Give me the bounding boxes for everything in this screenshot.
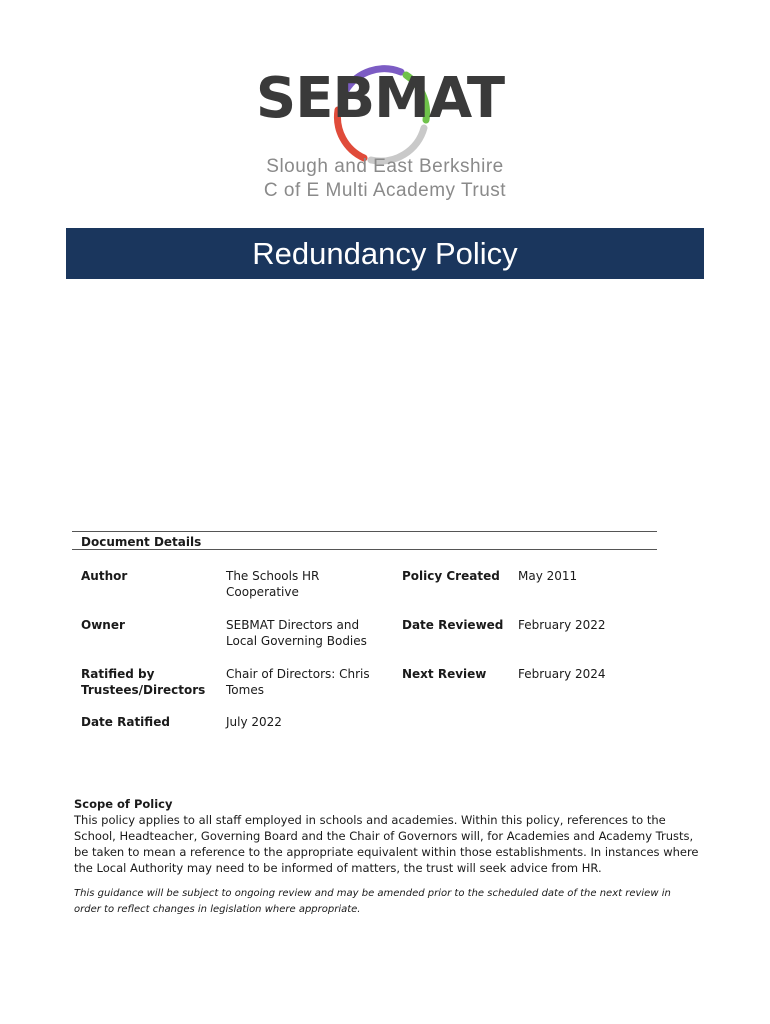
row-value: Chair of Directors: Chris Tomes	[226, 667, 370, 697]
row-label: Ratified by Trustees/Directors	[81, 667, 206, 697]
row-value-2: February 2024	[518, 667, 606, 681]
row-value-2: May 2011	[518, 569, 578, 583]
logo-wordmark: SEBMAT	[255, 66, 505, 131]
logo	[0, 0, 770, 210]
scope-review-note: This guidance will be subject to ongoing review and may be amended prior to the scheduled date of the next review in order to reflect changes in legislation where appropriate.	[74, 888, 671, 915]
logo-subtitle-line1: Slough and East Berkshire	[266, 156, 504, 177]
scope-body-text: This policy applies to all staff employed in schools and academies. Within this policy, references to the School, Headteacher, Governing Board and the Chair of Governors will, for Academies and Academy Trusts, be taken to mean a reference to the appropriate equivalent within those establishments. In instances where the Local Authority may need to be informed of matters, the trust will seek advice from HR.	[74, 813, 699, 875]
title-banner	[66, 228, 704, 279]
row-label-2: Date Reviewed	[402, 618, 504, 632]
row-label: Owner	[81, 618, 125, 632]
row-value: The Schools HR Cooperative	[226, 569, 320, 599]
row-label: Author	[81, 569, 128, 583]
row-label-2: Policy Created	[402, 569, 500, 583]
document-details	[72, 531, 657, 729]
heading-rule	[72, 549, 657, 550]
document-title: Redundancy Policy	[252, 235, 518, 271]
row-label-2: Next Review	[402, 667, 487, 681]
logo-subtitle-line2: C of E Multi Academy Trust	[263, 180, 507, 201]
row-value: SEBMAT Directors and Local Governing Bodies	[226, 618, 367, 648]
row-value: July 2022	[226, 715, 282, 729]
row-value-2: February 2022	[518, 618, 606, 632]
scope-section	[74, 796, 699, 918]
document-details-heading: Document Details	[81, 535, 202, 549]
row-label: Date Ratified	[81, 715, 170, 729]
scope-heading: Scope of Policy	[74, 797, 173, 811]
